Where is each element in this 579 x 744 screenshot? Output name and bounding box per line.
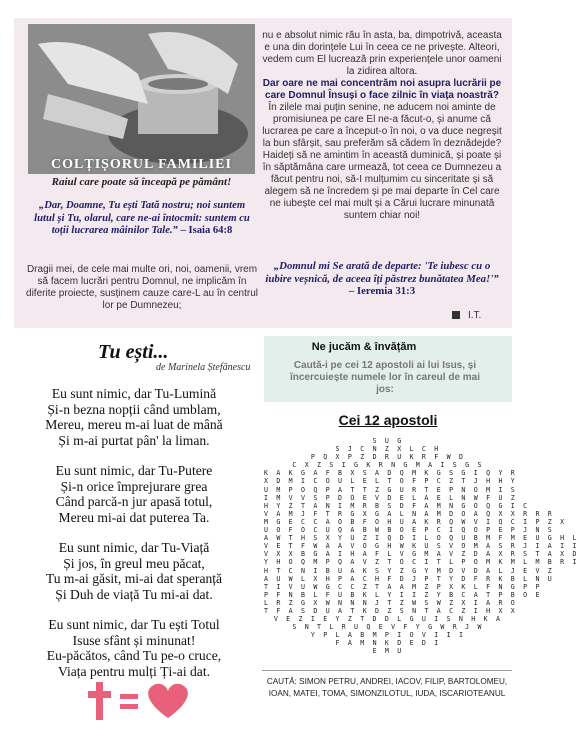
grid-row: F A M N K D E D I: [335, 639, 441, 648]
grid-row: P F N B L F U B K L Y I I Z Y B C A T P B O E: [264, 590, 542, 599]
grid-row: P Q X P Z D R U K R F W D: [310, 453, 466, 462]
intro-paragraph: Dragii mei, de cele mai multe ori, noi, oamenii, vrem să facem lucrări pentru Domnul, ne implicăm în diferite proiecte, susținem cauze care-L au în centrul lor pe Dumnezeu;: [26, 264, 258, 311]
grid-row: T F A S D U A T K D Z S N T A C Z I H X X: [264, 606, 517, 615]
grid-row: X D M I C O U L E L T O F P C Z T J H H Y: [264, 477, 517, 486]
signature: [452, 310, 481, 321]
apostles-title: Cei 12 apostoli: [338, 412, 438, 428]
family-corner-subtitle: Raiul care poate să înceapă pe pământ!: [51, 176, 232, 188]
grid-row: U M P O Q P A T T Z G U R T E P N O M I S: [264, 485, 517, 494]
grid-row: H T C N I B U A K S Y Z G Y M D V D A L J E V Z: [264, 566, 554, 575]
jeremiah-quote-ref: – Ieremia 31:3: [348, 285, 416, 297]
game-instructions: Caută-i pe cei 12 apostoli ai lui Isus, și încercuiește numele lor în careul de mai jos:: [289, 360, 481, 395]
poem-title: Tu ești...: [98, 341, 169, 363]
family-corner-title: COLȚIȘORUL FAMILIEI: [51, 157, 232, 172]
search-word-list: CAUTĂ: SIMON PETRU, ANDREI, IACOV, FILIP, BARTOLOMEU, IOAN, MATEI, TOMA, SIMONZILOTUL, IUDA, ISCARIOTEANUL: [266, 677, 508, 698]
grid-row: L R Z G X W N N N J T Z W S W Z X I A R O: [264, 598, 517, 607]
poem-author: de Marinela Ștefănescu: [156, 362, 251, 373]
grid-row: V A M J F T R G X G A L N A M D O A Q X X R R R: [264, 509, 554, 518]
right-paragraph-2: [262, 78, 502, 222]
signature-text: I.T.: [468, 310, 482, 321]
grid-row: Y P L A B M P I O V I I I: [310, 631, 466, 640]
grid-row: S U G: [372, 437, 404, 445]
grid-row: A U W L X H P A C H F D J P T Y D F R K B L N U: [264, 574, 554, 583]
word-search-grid: [264, 437, 579, 656]
poem-stanza: Eu sunt nimic, dar Tu-Viață Și jos, în greul meu păcat, Tu m-ai găsit, mi-ai dat speranță Și Duh de viață Tu mi-ai dat.: [45, 540, 223, 602]
grid-row: V X X B G A I H A F L V G M A V Z D A X R S T A X D: [264, 550, 579, 559]
grid-row: M G E C C A O B F O H U A K R Q W V I Q C I P Z X: [264, 517, 567, 526]
poem-stanza: Eu sunt nimic, dar Tu-Lumină Și-n bezna nopții când umblam, Mereu, mereu m-ai luat de mână Și m-ai purtat pân' la liman.: [45, 386, 223, 448]
isaiah-quote-text: „Dar, Doamne, Tu ești Tată nostru; noi suntem lutul și Tu, olarul, care ne-ai întocmit: suntem cu toții lucrarea mâinilor Tale.”: [34, 200, 250, 236]
grid-row: E M U: [372, 647, 404, 656]
poem-stanza: Eu sunt nimic, dar Tu ești Totul Isuse sfânt și minunat! Eu-păcătos, când Tu pe-o cruce, Viața pentru mulți Ți-ai dat.: [46, 617, 222, 679]
isaiah-quote-ref: – Isaia 64:8: [177, 225, 233, 236]
grid-row: C X Z S I G K R N G M A I S G S: [292, 461, 484, 470]
jeremiah-quote: [262, 260, 502, 298]
right-bold-question: Dar oare ne mai concentrăm noi asupra lucrării pe care Domnul Însuși o face zilnic în viața noastră?: [262, 78, 502, 101]
grid-row: V E T F W A A V O G H W K U S V O M A S R J I A I I: [264, 542, 579, 551]
right-paragraph-2-text: În zilele mai puțin senine, ne aducem noi aminte de promisiunea pe care El ne-a făcut-o, și anume că lucrarea pe care a început-o în noi, o va duce negreșit la bun sfârșit, sau preferăm să cădem în deznădejde? Haideți să ne amintim în această duminică, și poate și în săptămâna care urmează, tot ceea ce Dumnezeu a făcut pentru noi, să-I mulțumim cu sinceritate și să alegem să ne încredem și pe mai departe în Cel care ne iubește cel mai mult și a Cărui lucrare minunată suntem chiar noi!: [262, 102, 502, 221]
pottery-hands-photo: [28, 24, 255, 174]
grid-row: Y H O Q M P Q A V Z T O C I T L P O M K M L M B R I: [264, 558, 579, 567]
poem-stanza: Eu sunt nimic, dar Tu-Putere Și-n orice împrejurare grea Când parcă-n jur apasă totul, Mereu mi-ai dat puterea Ta.: [55, 463, 213, 525]
poem-body: [14, 386, 254, 694]
grid-row: S J C N Z X L C H: [335, 445, 441, 454]
jeremiah-quote-text: „Domnul mi Se arată de departe: 'Te iubesc cu o iubire veșnică, de aceea îți păstrez bunătatea Mea!'”: [265, 260, 499, 285]
grid-row: U O F O C U Q A B W B O E P C I Q O P E P J N S: [264, 526, 554, 535]
grid-row: A W T H S X Y U Z I Q D I L O Q U B M F M E U G H L: [264, 534, 579, 543]
right-paragraph-1: nu e absolut nimic rău în asta, ba, dimpotrivă, aceasta e una din dorințele Lui în ceea ce ne privește. Alteori, vedem cum El lucrează prin experiențele unor oameni la zidirea altora.: [262, 30, 502, 77]
square-bullet-icon: [452, 311, 460, 319]
isaiah-quote: [28, 200, 256, 238]
cross-equals-heart-icon: [88, 678, 198, 722]
grid-row: V E Z I E Y Z T D D L G U I S N H K A: [273, 615, 503, 624]
grid-row: I M V V S P D O E V D E L A E L N W F U Z: [264, 493, 517, 502]
grid-row: S N T L R U Q E V F Y G W R J W: [292, 623, 484, 632]
grid-row: T I V U W G C C Z T A A M Z P X K L F N G P P: [264, 582, 542, 591]
grid-row: K A K G A F B X S A D Q M K G S G I Q Y R: [264, 469, 517, 478]
divider: [262, 670, 512, 671]
grid-row: H Y Z T A N I M R B S D F A M N G O Q G I C: [264, 501, 530, 510]
right-column-text: [262, 30, 502, 222]
game-title: Ne jucăm & învățăm: [311, 341, 417, 353]
